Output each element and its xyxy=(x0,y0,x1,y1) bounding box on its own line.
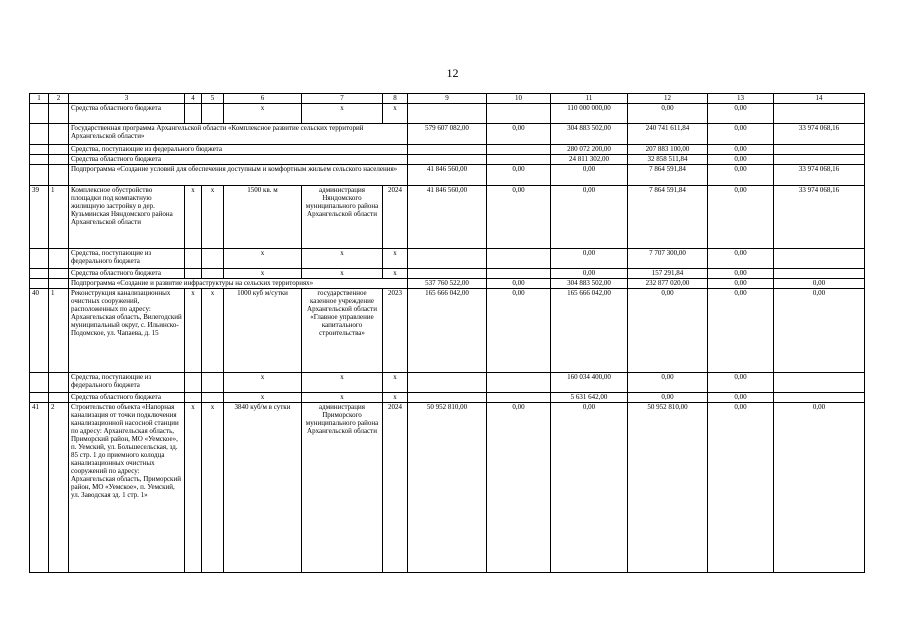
header-cell: 5 xyxy=(202,94,224,104)
table-cell: х xyxy=(185,403,202,573)
table-cell: 0,00 xyxy=(487,186,551,249)
table-cell: х xyxy=(302,269,383,279)
row-label: Средства областного бюджета xyxy=(69,269,185,279)
table-cell: 0,00 xyxy=(708,249,774,269)
table-cell: 0,00 xyxy=(708,289,774,373)
table-row xyxy=(30,249,865,269)
table-row xyxy=(30,165,865,186)
table-row xyxy=(30,104,865,124)
object-name: Реконструкция канализационных очистных сооружений, расположенных по адресу: Архангельская область, Вилегодский муниципальный округ, с. Ильинско-Подомское, ул. Чапаева, д. 15 xyxy=(69,289,185,373)
table-cell: 0,00 xyxy=(708,269,774,279)
table-cell: 0,00 xyxy=(628,104,708,124)
table-cell: 0,00 xyxy=(551,249,628,269)
program-title: Государственная программа Архангельской области «Комплексное развитие сельских территорий Архангельской области» xyxy=(69,124,408,145)
table-cell: 0,00 xyxy=(708,165,774,186)
table-cell: 0,00 xyxy=(628,289,708,373)
table-cell: х xyxy=(202,403,224,573)
table-cell: 207 883 100,00 xyxy=(628,145,708,155)
row-number: 41 xyxy=(30,403,49,573)
table-cell: 0,00 xyxy=(708,186,774,249)
row-subnumber: 1 xyxy=(49,289,69,373)
table-cell: 0,00 xyxy=(487,124,551,145)
header-cell: 9 xyxy=(408,94,487,104)
object-name: Строительство объекта «Напорная канализация от точки подключения канализационной насосной станции по адресу: Архангельская область, Приморский район, МО «Уемское», п. Уемский, ул. Большесельская, зд. 85 стр. 1 до приемного колодца канализационных очистных сооружений по адресу: Архангельская область, Приморский район, МО «Уемское», п. Уемский, ул. Заводская зд. 1 стр. 1» xyxy=(69,403,185,573)
header-cell: 3 xyxy=(69,94,185,104)
table-cell: 0,00 xyxy=(708,145,774,155)
responsible-org: администрация Приморского муниципального района Архангельской области xyxy=(302,403,383,573)
table-cell: 0,00 xyxy=(487,279,551,289)
table-cell: 240 741 611,84 xyxy=(628,124,708,145)
table-row xyxy=(30,186,865,249)
table-cell: 50 952 810,00 xyxy=(628,403,708,573)
row-label: Средства, поступающие из федерального бюджета xyxy=(69,249,185,269)
table-cell: 0,00 xyxy=(708,155,774,165)
table-row xyxy=(30,145,865,155)
table-cell: х xyxy=(185,289,202,373)
table-cell: 3840 куб/м в сутки xyxy=(224,403,302,573)
table-cell: х xyxy=(383,104,408,124)
header-cell: 8 xyxy=(383,94,408,104)
object-name: Комплексное обустройство площадки под компактную жилищную застройку в дер. Кузьминская Няндомского района Архангельской области xyxy=(69,186,185,249)
table-cell: 304 883 502,00 xyxy=(551,279,628,289)
subprogram-title: Подпрограмма «Создание и развитие инфраструктуры на сельских территориях» xyxy=(69,279,408,289)
row-subnumber: 1 xyxy=(49,186,69,249)
row-label: Средства областного бюджета xyxy=(69,104,185,124)
table-cell: 1500 кв. м xyxy=(224,186,302,249)
table-cell: 280 072 200,00 xyxy=(551,145,628,155)
row-number: 39 xyxy=(30,186,49,249)
table-cell: 2024 xyxy=(383,186,408,249)
table-row xyxy=(30,155,865,165)
table-cell: х xyxy=(224,249,302,269)
header-row xyxy=(30,94,865,104)
table-cell: х xyxy=(383,393,408,403)
table-cell: х xyxy=(302,249,383,269)
header-cell: 2 xyxy=(49,94,69,104)
table-cell: х xyxy=(224,104,302,124)
table-row xyxy=(30,393,865,403)
table-cell: 33 974 068,16 xyxy=(774,186,865,249)
row-label: Средства областного бюджета xyxy=(69,393,185,403)
table-cell: х xyxy=(224,373,302,393)
header-cell: 14 xyxy=(774,94,865,104)
table-cell: 304 883 502,00 xyxy=(551,124,628,145)
table-cell: 33 974 068,16 xyxy=(774,124,865,145)
table-cell: 41 846 560,00 xyxy=(408,165,487,186)
table-cell: 2024 xyxy=(383,403,408,573)
table-row xyxy=(30,279,865,289)
subprogram-title: Подпрограмма «Создание условий для обеспечения доступным и комфортным жильем сельского населения» xyxy=(69,165,408,186)
table-cell: 50 952 810,00 xyxy=(408,403,487,573)
table-cell: 24 811 302,00 xyxy=(551,155,628,165)
table-cell: 537 760 522,00 xyxy=(408,279,487,289)
page-number: 12 xyxy=(446,66,459,80)
header-cell: 11 xyxy=(551,94,628,104)
table-cell: 5 631 642,00 xyxy=(551,393,628,403)
budget-table xyxy=(29,93,865,573)
table-cell: х xyxy=(202,186,224,249)
row-label: Средства, поступающие из федерального бюджета xyxy=(69,145,408,155)
table-cell: х xyxy=(185,186,202,249)
table-cell: 0,00 xyxy=(708,403,774,573)
table-cell: 0,00 xyxy=(774,289,865,373)
table-cell: 0,00 xyxy=(551,186,628,249)
table-cell: 0,00 xyxy=(487,403,551,573)
header-cell: 6 xyxy=(224,94,302,104)
table-cell: х xyxy=(302,373,383,393)
table-cell: 157 291,84 xyxy=(628,269,708,279)
table-cell: 0,00 xyxy=(551,403,628,573)
table-row xyxy=(30,373,865,393)
table-cell: 165 666 042,00 xyxy=(551,289,628,373)
table-cell: х xyxy=(302,104,383,124)
table-cell: 579 607 082,00 xyxy=(408,124,487,145)
table-cell: 32 858 511,84 xyxy=(628,155,708,165)
table-cell: 0,00 xyxy=(487,165,551,186)
table-cell: 2023 xyxy=(383,289,408,373)
table-cell: 0,00 xyxy=(708,124,774,145)
header-cell: 4 xyxy=(185,94,202,104)
table-cell: х xyxy=(302,393,383,403)
table-cell: 160 034 400,00 xyxy=(551,373,628,393)
table-row xyxy=(30,269,865,279)
row-label: Средства, поступающие из федерального бюджета xyxy=(69,373,185,393)
table-cell: 33 974 068,16 xyxy=(774,165,865,186)
table-cell: 7 864 591,84 xyxy=(628,186,708,249)
table-cell: 0,00 xyxy=(708,373,774,393)
table-cell: 0,00 xyxy=(708,104,774,124)
header-cell: 12 xyxy=(628,94,708,104)
table-cell: х xyxy=(224,269,302,279)
table-cell: 110 000 000,00 xyxy=(551,104,628,124)
table-cell: х xyxy=(202,289,224,373)
table-cell: 41 846 560,00 xyxy=(408,186,487,249)
table-cell: 0,00 xyxy=(551,269,628,279)
table-cell: 0,00 xyxy=(628,373,708,393)
responsible-org: администрация Няндомского муниципального района Архангельской области xyxy=(302,186,383,249)
table-cell: 7 864 591,84 xyxy=(628,165,708,186)
table-cell: 1000 куб м/сутки xyxy=(224,289,302,373)
table-cell: 0,00 xyxy=(708,279,774,289)
table-cell: 0,00 xyxy=(487,289,551,373)
table-cell: 0,00 xyxy=(628,393,708,403)
header-cell: 13 xyxy=(708,94,774,104)
table-cell: х xyxy=(383,249,408,269)
table-cell: х xyxy=(383,373,408,393)
row-subnumber: 2 xyxy=(49,403,69,573)
table-cell: 0,00 xyxy=(551,165,628,186)
header-cell: 7 xyxy=(302,94,383,104)
table-row xyxy=(30,403,865,573)
table-cell: х xyxy=(224,393,302,403)
header-cell: 10 xyxy=(487,94,551,104)
responsible-org: государственное казенное учреждение Архангельской области «Главное управление капитального строительства» xyxy=(302,289,383,373)
header-cell: 1 xyxy=(30,94,49,104)
table-cell: 165 666 042,00 xyxy=(408,289,487,373)
table-cell: 232 877 020,00 xyxy=(628,279,708,289)
table-row xyxy=(30,124,865,145)
table-row xyxy=(30,289,865,373)
table-cell: х xyxy=(383,269,408,279)
table-cell: 0,00 xyxy=(774,279,865,289)
table-cell: 0,00 xyxy=(774,403,865,573)
row-number: 40 xyxy=(30,289,49,373)
table-cell: 7 707 300,00 xyxy=(628,249,708,269)
row-label: Средства областного бюджета xyxy=(69,155,408,165)
table-cell: 0,00 xyxy=(708,393,774,403)
